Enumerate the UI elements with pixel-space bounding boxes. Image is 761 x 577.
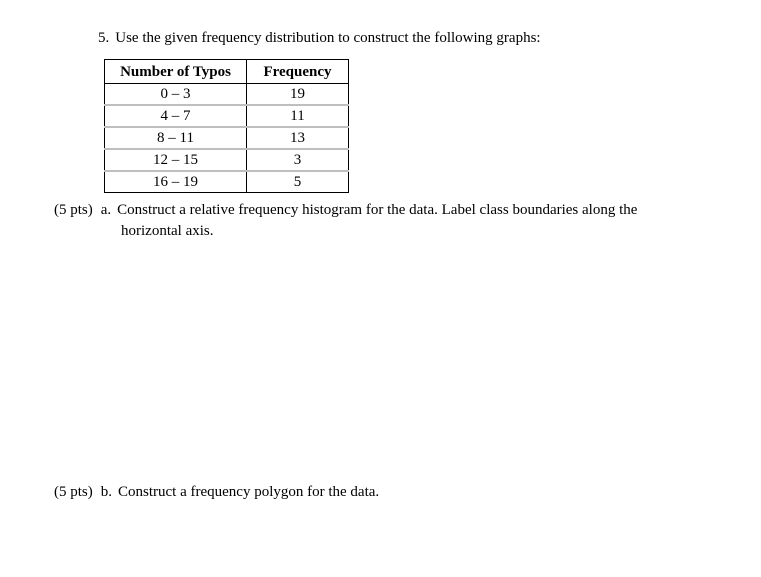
part-a-points: (5 pts) — [54, 202, 93, 218]
table-row — [105, 171, 349, 193]
part-a-text-line1: Construct a relative frequency histogram for the data. Label class boundaries along the — [117, 202, 638, 218]
cell-typos: 8 – 11 — [105, 127, 247, 149]
part-a-text-line2: horizontal axis. — [121, 223, 214, 239]
table-row — [105, 127, 349, 149]
cell-typos: 0 – 3 — [105, 84, 247, 106]
cell-frequency: 13 — [247, 127, 349, 149]
part-b-points: (5 pts) — [54, 484, 93, 500]
question-number: 5. — [98, 30, 110, 46]
table-header-row — [105, 60, 349, 84]
part-b-text: Construct a frequency polygon for the data. — [118, 484, 380, 500]
cell-frequency: 5 — [247, 171, 349, 193]
frequency-table — [104, 59, 349, 193]
cell-typos: 16 – 19 — [105, 171, 247, 193]
question-5 — [98, 30, 541, 47]
cell-typos: 12 – 15 — [105, 149, 247, 171]
header-number-of-typos: Number of Typos — [105, 60, 247, 84]
table-row — [105, 149, 349, 171]
cell-typos: 4 – 7 — [105, 105, 247, 127]
cell-frequency: 19 — [247, 84, 349, 106]
header-frequency: Frequency — [247, 60, 349, 84]
part-b-letter: b. — [100, 484, 112, 500]
part-a — [54, 200, 714, 242]
part-a-letter: a. — [100, 202, 112, 218]
table-row — [105, 84, 349, 106]
table-row — [105, 105, 349, 127]
cell-frequency: 11 — [247, 105, 349, 127]
cell-frequency: 3 — [247, 149, 349, 171]
question-text: Use the given frequency distribution to construct the following graphs: — [115, 30, 541, 46]
part-b — [54, 482, 714, 503]
